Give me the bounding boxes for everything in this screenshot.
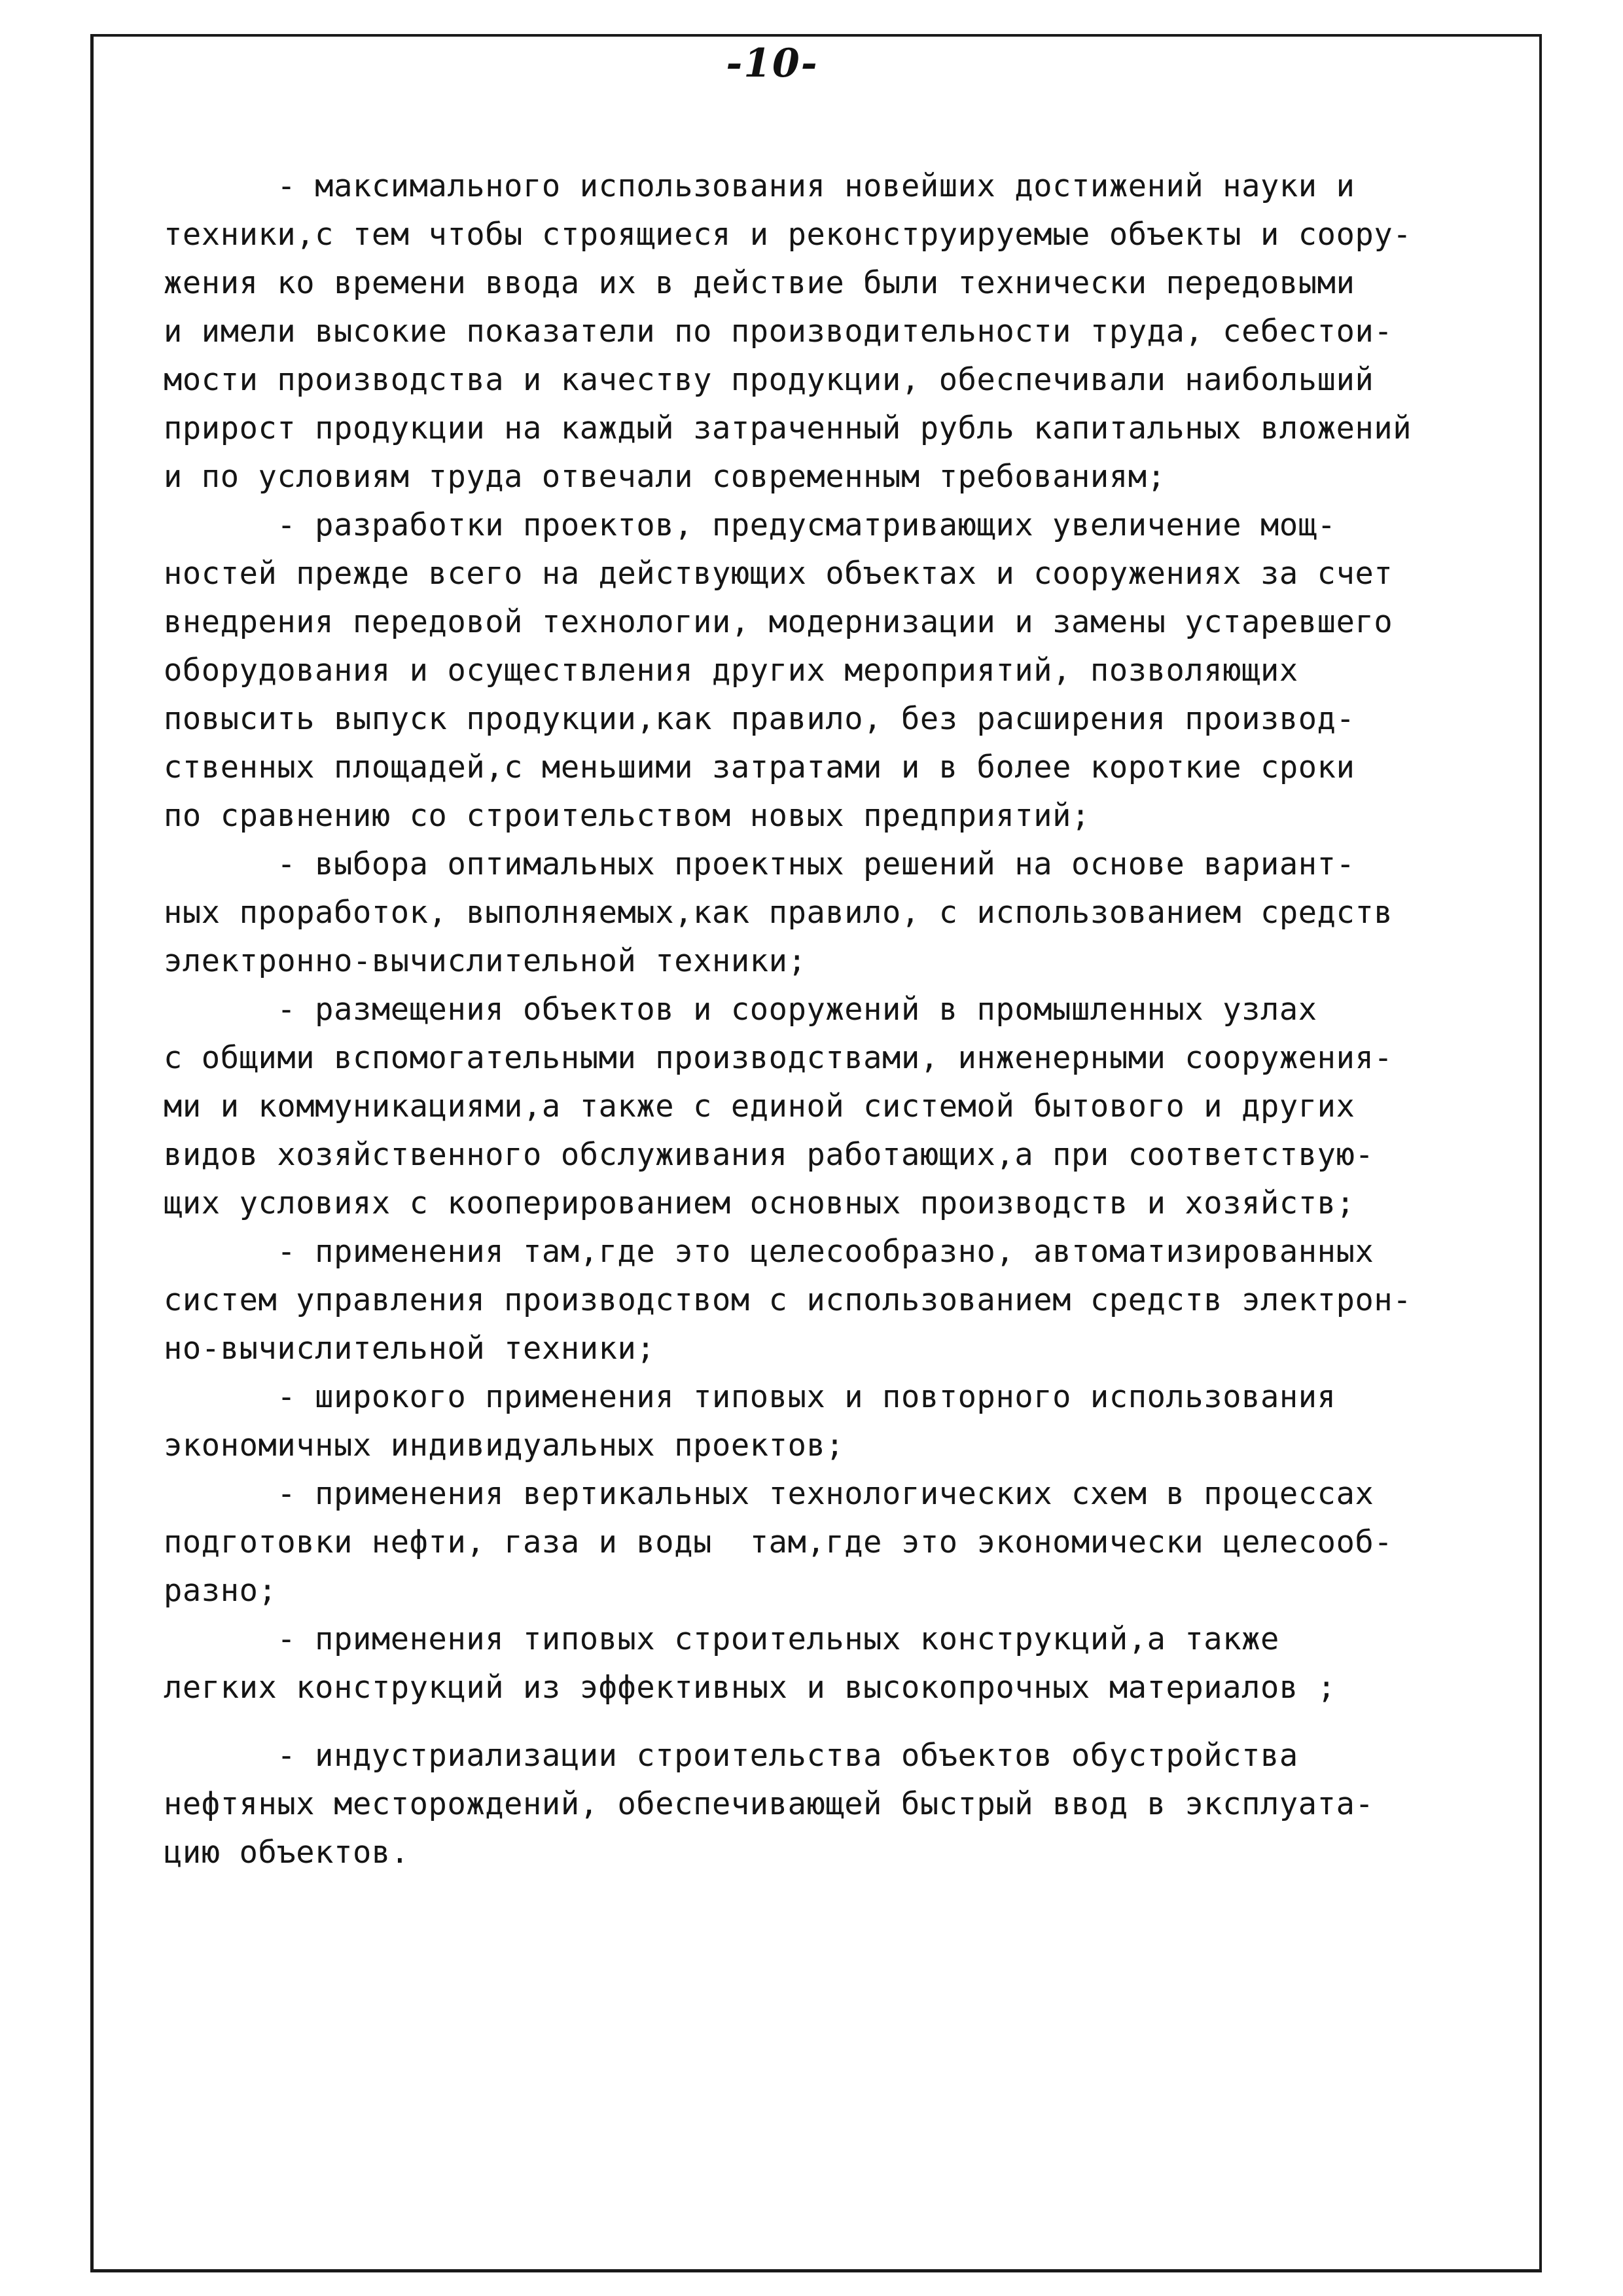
text-line: ми и коммуникациями,а также с единой системой бытового и других bbox=[164, 1088, 1355, 1124]
text-line: - максимального использования новейших достижений науки и bbox=[164, 168, 1355, 204]
text-line: по сравнению со строительством новых предприятий; bbox=[164, 798, 1090, 834]
text-line: электронно-вычислительной техники; bbox=[164, 943, 807, 979]
text-line: мости производства и качеству продукции, обеспечивали наибольший bbox=[164, 362, 1374, 398]
text-line: - широкого применения типовых и повторного использования bbox=[164, 1379, 1336, 1415]
text-line: ственных площадей,с меньшими затратами и в более короткие сроки bbox=[164, 749, 1355, 785]
text-line: нефтяных месторождений, обеспечивающей быстрый ввод в эксплуата- bbox=[164, 1786, 1374, 1822]
text-line: - разработки проектов, предусматривающих увеличение мощ- bbox=[164, 507, 1336, 543]
text-line: жения ко времени ввода их в действие были технически передовыми bbox=[164, 265, 1355, 301]
text-line: оборудования и осуществления других мероприятий, позволяющих bbox=[164, 653, 1298, 689]
text-line: - применения там,где это целесообразно, автоматизированных bbox=[164, 1234, 1374, 1270]
text-line: щих условиях с кооперированием основных производств и хозяйств; bbox=[164, 1185, 1355, 1221]
text-line: внедрения передовой технологии, модернизации и замены устаревшего bbox=[164, 604, 1393, 640]
text-line: но-вычислительной техники; bbox=[164, 1331, 656, 1367]
text-line: прирост продукции на каждый затраченный рубль капитальных вложений bbox=[164, 410, 1412, 446]
text-line: и по условиям труда отвечали современным требованиям; bbox=[164, 459, 1166, 495]
text-line: - индустриализации строительства объектов обустройства bbox=[164, 1738, 1298, 1774]
page-number: -10- bbox=[726, 41, 819, 86]
text-line: - размещения объектов и сооружений в промышленных узлах bbox=[164, 992, 1317, 1028]
text-line: с общими вспомогательными производствами, инженерными сооружения- bbox=[164, 1040, 1393, 1076]
text-line: техники,с тем чтобы строящиеся и реконструируемые объекты и соору- bbox=[164, 217, 1412, 253]
document-body bbox=[164, 162, 1525, 1877]
text-line: ностей прежде всего на действующих объектах и сооружениях за счет bbox=[164, 556, 1393, 592]
paragraph-gap bbox=[164, 1712, 1525, 1732]
text-line: подготовки нефти, газа и воды там,где это экономически целесооб- bbox=[164, 1524, 1393, 1560]
text-line: ных проработок, выполняемых,как правило, с использованием средств bbox=[164, 895, 1393, 931]
text-line: и имели высокие показатели по производительности труда, себестои- bbox=[164, 314, 1393, 350]
text-line: цию объектов. bbox=[164, 1835, 410, 1871]
text-line: - применения вертикальных технологических схем в процессах bbox=[164, 1476, 1374, 1512]
text-line: повысить выпуск продукции,как правило, без расширения производ- bbox=[164, 701, 1355, 737]
text-line: разно; bbox=[164, 1573, 277, 1609]
text-line: - применения типовых строительных конструкций,а также bbox=[164, 1621, 1279, 1657]
text-line: - выбора оптимальных проектных решений на основе вариант- bbox=[164, 846, 1355, 882]
text-line: видов хозяйственного обслуживания работающих,а при соответствую- bbox=[164, 1137, 1374, 1173]
text-line: систем управления производством с использованием средств электрон- bbox=[164, 1282, 1412, 1318]
text-line: экономичных индивидуальных проектов; bbox=[164, 1427, 845, 1463]
text-line: легких конструкций из эффективных и высокопрочных материалов ; bbox=[164, 1670, 1336, 1706]
